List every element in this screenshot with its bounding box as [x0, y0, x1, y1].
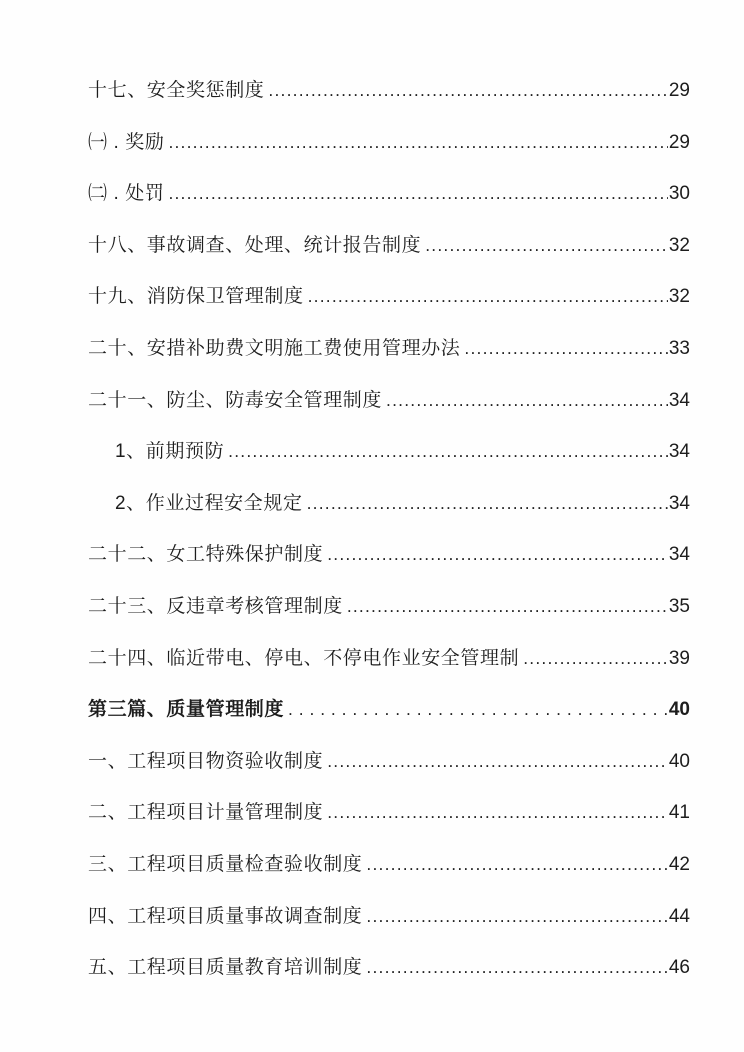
toc-entry[interactable]	[88, 684, 690, 736]
toc-dot-leader	[366, 891, 667, 943]
toc-entry-page-number: 42	[668, 853, 690, 875]
toc-dot-leader	[168, 117, 667, 169]
toc-dot-leader	[347, 581, 668, 633]
toc-entry-page-number: 34	[668, 441, 690, 463]
toc-entry[interactable]	[88, 478, 690, 530]
toc-entry-page-number: 33	[668, 337, 690, 359]
toc-entry-label: 五、工程项目质量教育培训制度	[88, 957, 363, 979]
toc-dot-leader	[327, 787, 668, 839]
toc-dot-leader	[307, 478, 668, 530]
toc-entry[interactable]	[88, 787, 690, 839]
toc-entry-label: 二十一、防尘、防毒安全管理制度	[88, 389, 383, 411]
toc-entry-page-number: 32	[668, 286, 690, 308]
toc-entry[interactable]	[88, 633, 690, 685]
toc-entry[interactable]	[88, 271, 690, 323]
toc-entry-page-number: 40	[668, 750, 690, 772]
toc-entry-label: 十九、消防保卫管理制度	[88, 286, 304, 308]
toc-entry[interactable]	[88, 942, 690, 994]
toc-entry-page-number: 34	[668, 544, 690, 566]
toc-dot-leader	[386, 375, 668, 427]
toc-entry-page-number: 34	[668, 389, 690, 411]
toc-entry-label: ㈠ . 奖励	[88, 131, 165, 153]
toc-dot-leader	[228, 426, 668, 478]
toc-entry-label: 四、工程项目质量事故调查制度	[88, 905, 363, 927]
toc-entry-page-number: 44	[668, 905, 690, 927]
toc-entry-page-number: 35	[668, 595, 690, 617]
toc-entry-page-number: 41	[668, 802, 690, 824]
toc-entry[interactable]	[88, 736, 690, 788]
toc-entry-page-number: 34	[668, 492, 690, 514]
toc-dot-leader	[327, 736, 668, 788]
toc-entry[interactable]	[88, 529, 690, 581]
toc-dot-leader	[366, 942, 667, 994]
toc-entry-page-number: 46	[668, 957, 690, 979]
toc-entry-page-number: 32	[668, 234, 690, 256]
toc-entry-page-number: 29	[668, 131, 690, 153]
toc-entry-label: 1、前期预防	[115, 441, 225, 463]
toc-entry-label: ㈡ . 处罚	[88, 183, 165, 205]
toc-dot-leader	[308, 271, 668, 323]
toc-entry[interactable]	[88, 323, 690, 375]
toc-dot-leader	[464, 323, 667, 375]
toc-entry-label: 十八、事故调查、处理、统计报告制度	[88, 234, 422, 256]
toc-entry[interactable]	[88, 839, 690, 891]
toc-entry-label: 第三篇、质量管理制度	[88, 699, 285, 721]
toc-entry[interactable]	[88, 581, 690, 633]
toc-dot-leader	[366, 839, 667, 891]
toc-dot-leader	[168, 168, 667, 220]
table-of-contents	[88, 65, 690, 994]
toc-dot-leader	[268, 65, 667, 117]
toc-entry-page-number: 29	[668, 80, 690, 101]
toc-entry[interactable]	[88, 65, 690, 117]
toc-dot-leader	[425, 220, 668, 272]
toc-entry-label: 二十四、临近带电、停电、不停电作业安全管理制	[88, 647, 520, 669]
toc-entry-page-number: 40	[668, 699, 690, 721]
toc-dot-leader	[523, 633, 668, 685]
toc-entry-label: 三、工程项目质量检查验收制度	[88, 853, 363, 875]
toc-dot-leader	[327, 529, 668, 581]
toc-entry[interactable]	[88, 168, 690, 220]
toc-entry[interactable]	[88, 117, 690, 169]
toc-entry[interactable]	[88, 426, 690, 478]
toc-dot-leader	[288, 684, 668, 736]
toc-entry-label: 2、作业过程安全规定	[115, 492, 303, 514]
toc-entry-label: 二十、安措补助费文明施工费使用管理办法	[88, 337, 461, 359]
toc-entry[interactable]	[88, 891, 690, 943]
toc-entry-label: 一、工程项目物资验收制度	[88, 750, 324, 772]
toc-entry-page-number: 30	[668, 183, 690, 205]
toc-entry-label: 二十二、女工特殊保护制度	[88, 544, 324, 566]
toc-entry-label: 二、工程项目计量管理制度	[88, 802, 324, 824]
toc-entry-page-number: 39	[668, 647, 690, 669]
toc-entry[interactable]	[88, 220, 690, 272]
toc-entry-label: 二十三、反违章考核管理制度	[88, 595, 343, 617]
toc-entry[interactable]	[88, 375, 690, 427]
toc-entry-label: 十七、安全奖惩制度	[88, 80, 265, 101]
